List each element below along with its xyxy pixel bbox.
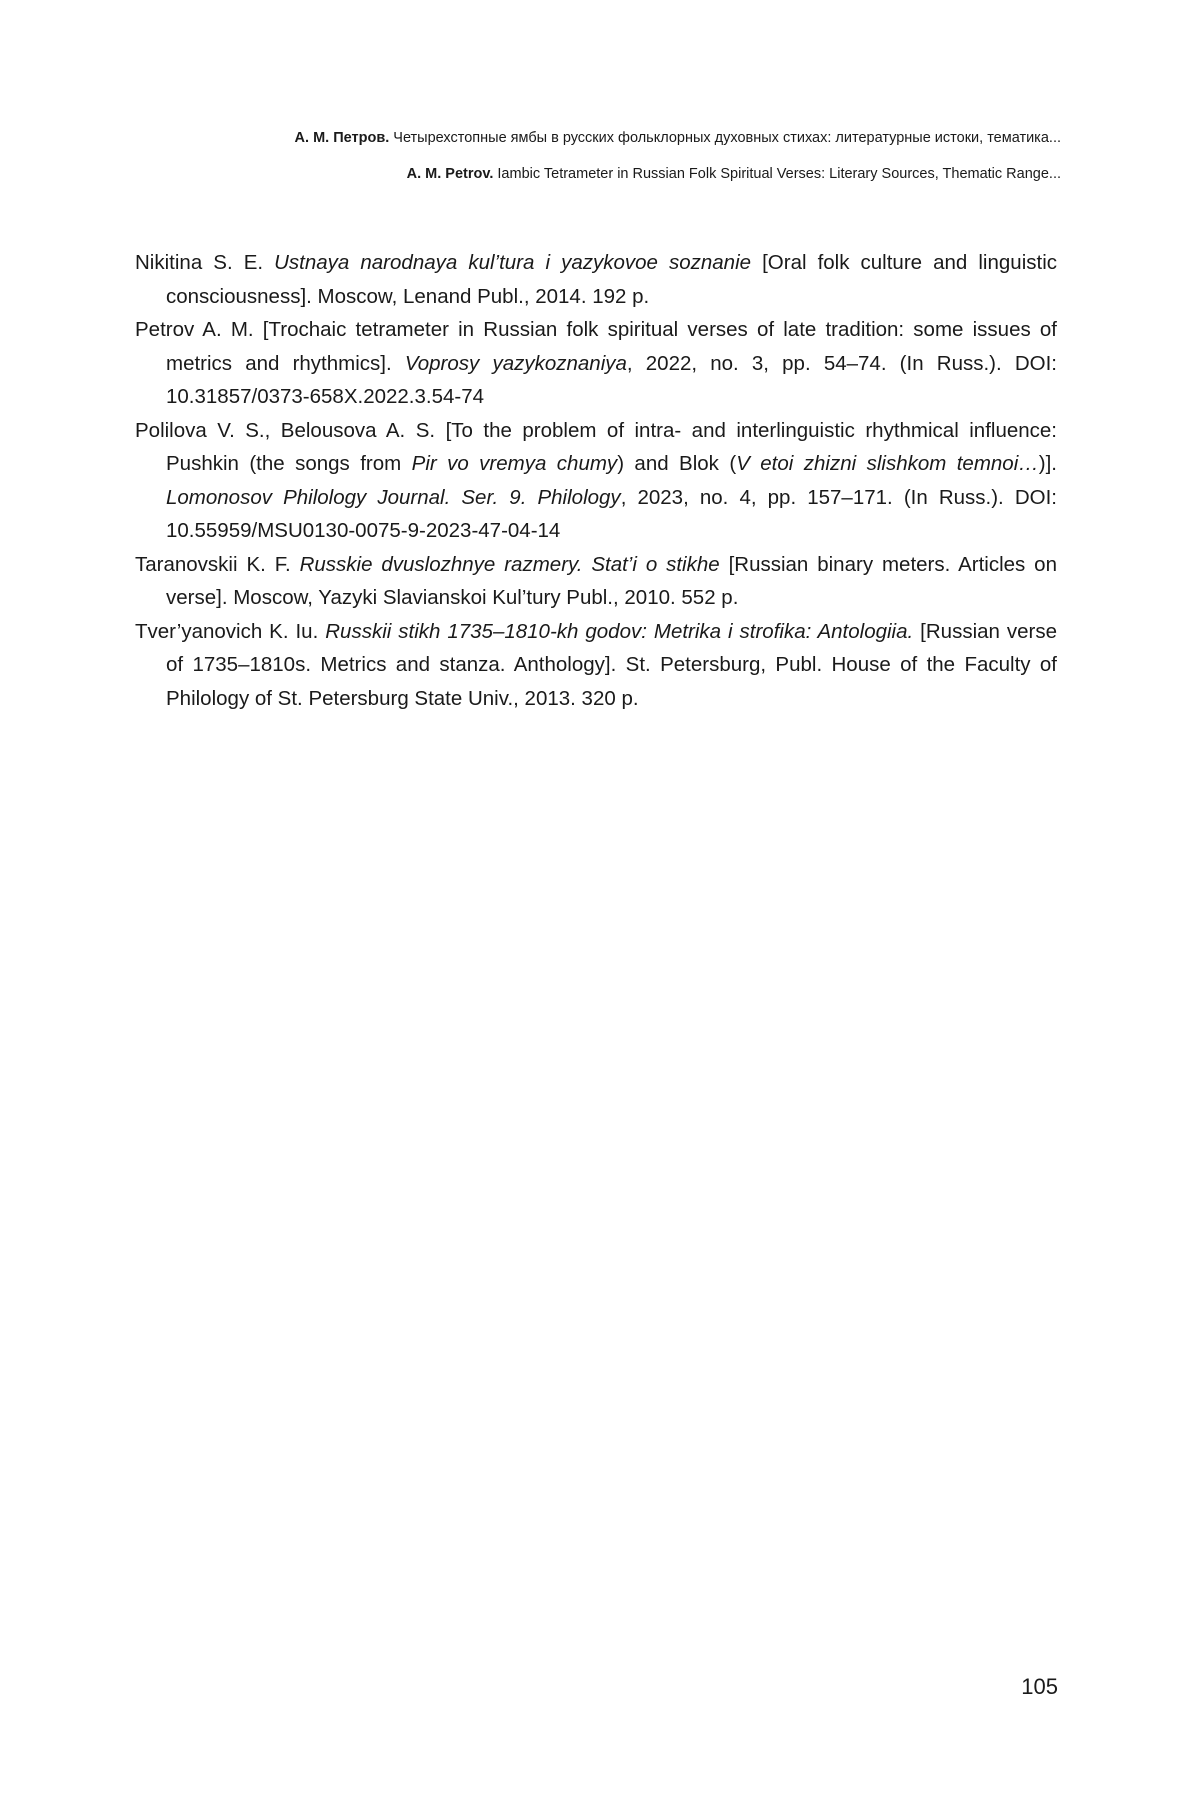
reference-text: Nikitina S. E. [135,251,275,274]
reference-item-taranovskii [135,548,1057,615]
reference-text: , 2022, no. 3, pp. 54–74. (In Russ.). DOI: 10.31857/0373-658X.2022.3.54-74 [166,351,1057,408]
reference-text: Tver’yanovich K. Iu. [135,619,326,643]
reference-text: Taranovskii K. F. [135,552,300,576]
reference-item-tveryanovich [135,615,1057,716]
reference-title-italic: V etoi zhizni slishkom temnoi… [736,452,1039,475]
reference-title-italic: Russkie dvuslozhnye razmery. Stat’i o stikhe [299,552,720,576]
reference-title-italic: Voprosy yazykoznaniya [404,351,627,375]
running-head-title-en: Iambic Tetrameter in Russian Folk Spiritual Verses: Literary Sources, Thematic Range... [497,166,1061,182]
reference-item-polilova [135,414,1057,548]
reference-text: [Russian binary meters. Articles on verse]. Moscow, Yazyki Slavianskoi Kul’tury Publ., 2010. 552 p. [166,552,1057,609]
running-head-english [135,164,1061,184]
reference-item-petrov [135,313,1057,414]
reference-text: , 2023, no. 4, pp. 157–171. (In Russ.). DOI: 10.55959/MSU0130-0075-9-2023-47-04-14 [166,485,1057,542]
running-head-russian [135,128,1061,148]
reference-item-nikitina [135,246,1057,313]
running-head-author-en: A. M. Petrov. [406,166,494,182]
reference-text: ) and Blok ( [617,452,737,475]
reference-title-italic: Ustnaya narodnaya kul’tura i yazykovoe soznanie [274,251,752,274]
reference-text: Polilova V. S., Belousova A. S. [To the problem of intra- and interlinguistic rhythmical influence: Pushkin (the songs from [135,418,1057,475]
running-head-title-ru: Четырехстопные ямбы в русских фольклорных духовных стихах: литературные истоки, тематика... [393,130,1061,146]
reference-text: [Russian verse of 1735–1810s. Metrics and stanza. Anthology]. St. Petersburg, Publ. House of the Faculty of Philology of St. Petersburg State Univ., 2013. 320 p. [166,619,1057,710]
reference-title-italic: Pir vo vremya chumy [411,452,618,475]
reference-journal-italic: Lomonosov Philology Journal. Ser. 9. Philology [166,485,621,509]
reference-title-italic: Russkii stikh 1735–1810-kh godov: Metrika i strofika: Antologiia. [325,619,914,643]
reference-text: )]. [1038,452,1057,475]
reference-list [135,246,1057,715]
page-number: 105 [1021,1674,1058,1699]
reference-text: [Oral folk culture and linguistic consciousness]. Moscow, Lenand Publ., 2014. 192 p. [166,251,1057,308]
reference-text: Petrov A. M. [Trochaic tetrameter in Russian folk spiritual verses of late tradition: some issues of metrics and rhythmics]. [135,318,1057,375]
running-head-author-ru: А. М. Петров. [294,130,390,146]
